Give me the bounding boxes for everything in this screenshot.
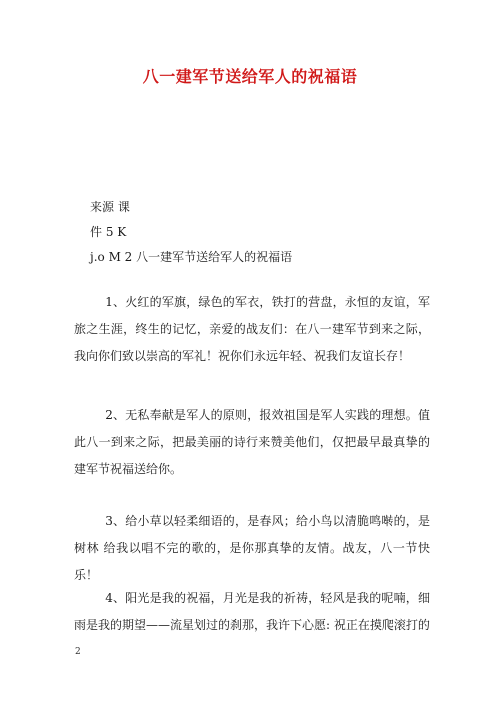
page-number: 2 [75,647,81,657]
meta-line-subtitle: j.o M 2 八一建军节送给军人的祝福语 [90,250,293,264]
paragraph-1: 1、火红的军旗，绿色的军衣，铁打的营盘，永恒的友谊，军旅之生涯，终生的记忆，亲爱的战友们：在八一建军节到来之际，我向你们致以崇高的军礼！祝你们永远年轻、祝我们友谊长存！ [74,295,430,363]
meta-line-source: 来源 课 [90,200,130,214]
document-title: 八一建军节送给军人的祝福语 [142,67,358,86]
paragraph-4: 4、阳光是我的祝福，月光是我的祈祷，轻风是我的呢喃，细雨是我的期望——流星划过的刹那，我许下心愿: 祝正在摸爬滚打的 [74,591,430,632]
meta-line-file: 件 5 K [90,225,127,239]
paragraph-2: 2、无私奉献是军人的原则，报效祖国是军人实践的理想。值此八一到来之际，把最美丽的诗行来赞美他们，仅把最早最真挚的建军节祝福送给你。 [74,408,430,476]
paragraph-3: 3、给小草以轻柔细语的，是春风；给小鸟以清脆鸣啭的，是树林 给我以唱不完的歌的，是你那真挚的友情。战友，八一节快乐！ [74,514,430,582]
